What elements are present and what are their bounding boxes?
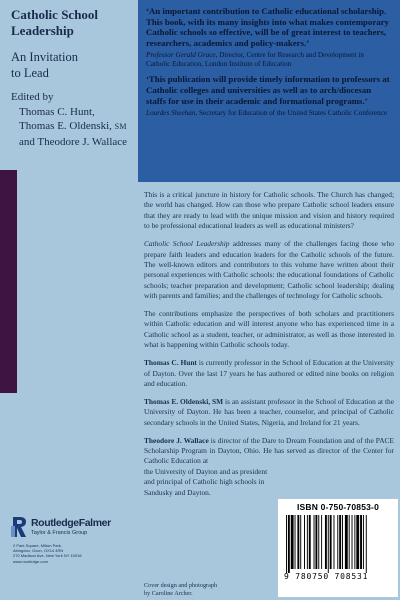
cover-credit-line: Cover design and photograph (144, 582, 218, 589)
blurb-text (144, 190, 394, 506)
bio-name: Theodore J. Wallace (144, 435, 209, 445)
blurb-paragraph: The contributions emphasize the perspectives of both scholars and practitioners within Catholic education and will interest anyone who has experienced time in a Catholic school as a student, teacher, or administrator, as well as those interested in what is happening within Catholic schools today. (144, 309, 394, 350)
barcode-bar (354, 515, 355, 569)
editor-name (11, 105, 139, 120)
barcode-bar (300, 515, 301, 569)
book-subtitle-line: to Lead (11, 65, 49, 80)
edited-by-label: Edited by (11, 91, 54, 103)
blurb-paragraph (144, 239, 394, 301)
endorsement-box (138, 0, 400, 182)
book-title-line: Leadership (11, 22, 74, 38)
barcode-bar (337, 515, 338, 569)
editor-name (11, 119, 139, 135)
barcode-bar (314, 515, 315, 569)
barcode-bar (321, 515, 322, 569)
barcode-bar (360, 515, 362, 569)
endorser-affiliation: Director, Centre for Research and Development in Catholic Education, London Institute of Education (146, 51, 365, 69)
blurb-paragraph: This is a critical juncture in history for Catholic schools. The Church has changed; the world has changed. How can those who prepare Catholic school leaders ensure that they are ready to lead with the unique mission and vision and history required to be professional educational leaders as well as educational ministers? (144, 190, 394, 231)
barcode-bar (342, 515, 343, 569)
blurb-paragraph-text: addresses many of the challenges facing those who prepare faith leaders and education leaders for the Catholic schools of the future. The well-known editors and contributors to this volume have written about their personal experiences with Catholic schools: the educational foundations of Catholic schools; teacher preparation and development; Catholic school leadership; dealing with parents and families; and the challenges of technology for Catholic schools. (144, 239, 394, 301)
barcode-bar (345, 515, 348, 569)
barcode-bar (339, 515, 341, 569)
barcode-bar (297, 515, 299, 569)
bio-text: is director of the Dare to Dream Foundation and of the PACE Scholarship Program in Dayton, Ohio. He has served as director of the Center for Catholic Education at (144, 435, 394, 466)
barcode-bar (349, 515, 350, 569)
barcode-bar (288, 515, 290, 573)
publisher-block (11, 516, 136, 564)
book-title-line: Catholic School (11, 7, 99, 22)
address-line: 2 Park Square, Milton Park, (13, 543, 62, 548)
isbn-barcode-box (278, 499, 398, 597)
barcode-bar (356, 515, 359, 569)
barcode-bar (315, 515, 317, 569)
barcode-bar (330, 515, 332, 569)
address-line: Abingdon, Oxon, OX14 4RN (13, 548, 64, 554)
barcode-bar (363, 515, 364, 569)
endorsement-quote: ‘This publication will provide timely information to professors at Catholic colleges and universities as well as to arch/diocesan staffs for use in their academic and formational programs.’ (146, 74, 390, 106)
publisher-address (11, 543, 136, 564)
editor-name-text: Thomas C. Hunt, (19, 105, 95, 118)
editor-bio (144, 358, 394, 389)
barcode-bar (307, 515, 308, 569)
barcode-bar (309, 515, 311, 569)
book-subtitle (11, 50, 135, 81)
endorser-affiliation: Secretary for Education of the United States Catholic Conference (197, 109, 388, 118)
endorsement-attribution (146, 109, 390, 118)
cover-credit (144, 582, 264, 597)
barcode-bar (295, 515, 296, 569)
bio-text: is currently professor in the School of Education at the University of Dayton. Over the last 17 years he has authored or edited nine books on religion and education. (144, 358, 394, 388)
endorsement-quote: ‘An important contribution to Catholic educational scholarship. This book, with its many insights into what makes contemporary Catholic schools so effective, will be of great interest to teachers, researchers, academics and policy-makers.’ (146, 6, 389, 48)
endorser-name: Professor Gerald Grace, (146, 51, 218, 60)
routledge-mark-icon (11, 516, 27, 538)
left-column (0, 0, 138, 600)
book-title (11, 7, 135, 38)
editor-suffix: SM (114, 122, 127, 131)
barcode-bar (318, 515, 319, 569)
book-title-reference: Catholic School Leadership (144, 239, 230, 249)
publisher-logo (11, 516, 136, 538)
barcode-bar (352, 515, 353, 569)
barcode-bar (291, 515, 294, 569)
cover-credit-line: by Caroline Archer. (144, 589, 193, 597)
editors (11, 90, 139, 149)
address-line: 270 Madison Ave, New York NY 10016 (13, 553, 82, 559)
editor-name-text: and Theodore J. Wallace (19, 135, 128, 148)
editor-bio (144, 436, 394, 467)
endorser-name: Lourdes Sheehan, (146, 109, 198, 118)
barcode-bar (304, 515, 305, 569)
barcode-digits: 9 780750 708531 (284, 572, 369, 581)
publisher-name: RoutledgeFalmer (31, 516, 111, 529)
isbn-label: ISBN 0-750-70853-0 (296, 502, 380, 512)
endorsement-attribution (146, 51, 390, 69)
accent-bar (0, 170, 17, 393)
book-subtitle-line: An Invitation (11, 50, 79, 64)
barcode-bar (325, 515, 327, 569)
editor-name-text: Thomas E. Oldenski, (19, 120, 112, 132)
barcode-bar (366, 515, 367, 573)
barcode-bar (328, 515, 329, 573)
bio-name: Thomas C. Hunt (144, 358, 197, 368)
publisher-group: Taylor & Francis Group (31, 529, 88, 536)
barcode-bar (286, 515, 287, 573)
editor-bio-continued: the University of Dayton and as president and principal of Catholic high schools in Sandusky and Dayton. (144, 466, 268, 497)
editor-bio (144, 397, 394, 428)
bio-name: Thomas E. Oldenski, SM (144, 396, 224, 406)
barcode-icon (282, 515, 394, 573)
editor-name (11, 135, 139, 150)
publisher-website: www.routledge.com (13, 558, 48, 564)
bio-text: is an assistant professor in the School of Education at the University of Dayton. He has been a teacher, counselor, and principal of Catholic secondary schools in the United States, Nigeria, and Ireland for 21 years. (144, 396, 394, 427)
barcode-bar (334, 515, 335, 569)
